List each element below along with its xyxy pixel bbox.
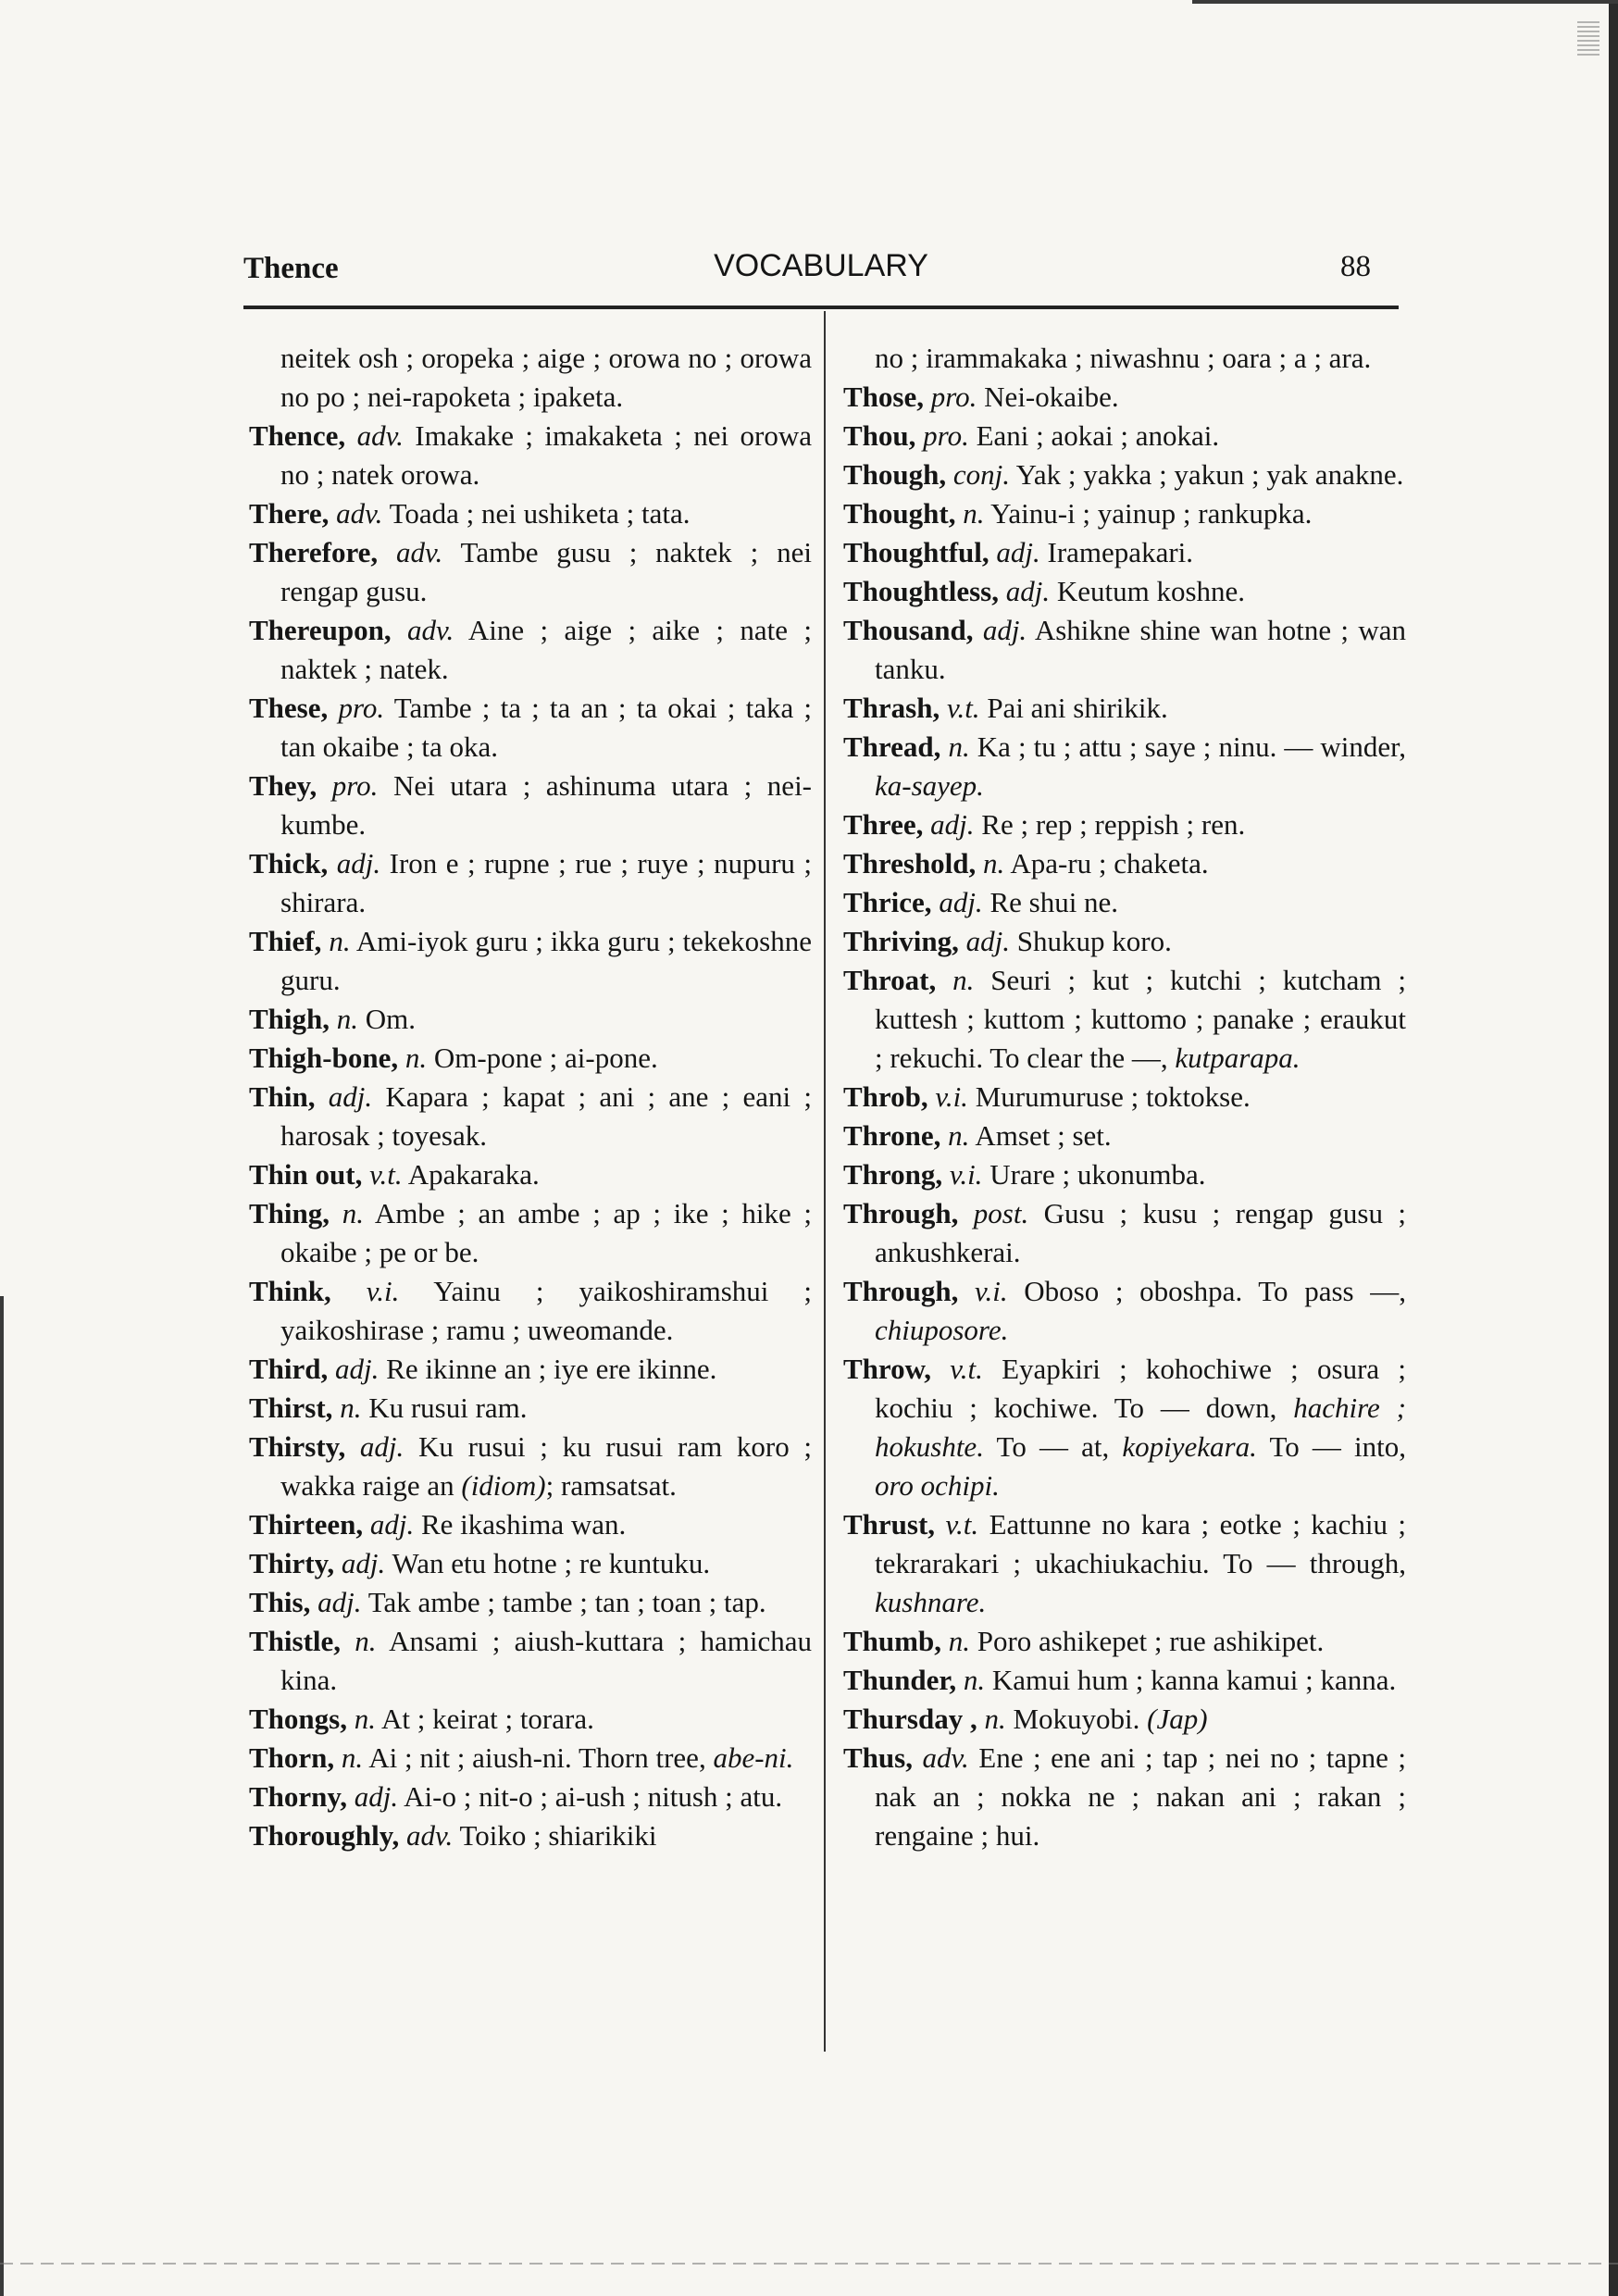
page-title: VOCABULARY — [714, 248, 928, 283]
headword: Thirteen, — [249, 1508, 364, 1541]
part-of-speech: adj. — [354, 1780, 399, 1813]
definition-text: Ami-iyok guru ; ikka guru ; tekekoshne guru. — [280, 925, 813, 996]
definition-text: Amset ; set. — [975, 1119, 1112, 1152]
headword: Thigh, — [249, 1003, 330, 1035]
part-of-speech: adj. — [369, 1508, 415, 1541]
definition-text: Re shui ne. — [989, 886, 1119, 918]
headword: Think, — [249, 1275, 331, 1307]
definition-text: Om-pone ; ai-pone. — [433, 1042, 658, 1074]
definition-text: Eani ; aokai ; anokai. — [976, 419, 1220, 452]
headword: Thirsty, — [249, 1430, 346, 1463]
definition-text: Ka ; tu ; attu ; saye ; ninu. — winder, — [977, 730, 1407, 763]
part-of-speech: n. — [329, 925, 351, 957]
part-of-speech: n. — [984, 1703, 1006, 1735]
part-of-speech: n. — [342, 1197, 364, 1229]
dictionary-entry — [843, 961, 1406, 1078]
dictionary-entry — [249, 1350, 812, 1389]
part-of-speech: n. — [340, 1391, 362, 1424]
definition-text: Ai ; nit ; aiush-ni. Thorn tree, — [368, 1741, 706, 1774]
definition-text: At ; keirat ; torara. — [381, 1703, 594, 1735]
dictionary-entry — [843, 1194, 1406, 1272]
italic-gloss: kopiyekara. — [1122, 1430, 1257, 1463]
column-divider — [824, 311, 826, 2052]
part-of-speech: n. — [952, 964, 975, 996]
headword: These, — [249, 692, 329, 724]
headword: Thirty, — [249, 1547, 335, 1579]
definition-text: To — at, — [983, 1430, 1110, 1463]
dictionary-entry — [843, 728, 1406, 805]
definition-text: Ku rusui ram. — [368, 1391, 528, 1424]
part-of-speech: adj. — [996, 536, 1040, 568]
headword: Thick, — [249, 847, 329, 880]
definition-text: neitek osh ; oropeka ; aige ; orowa no ; orowa no po ; nei-rapoketa ; ipaketa. — [280, 342, 812, 413]
dictionary-entry — [249, 1778, 812, 1816]
definition-text: Kapara ; kapat ; ani ; ane ; eani ; harosak ; toyesak. — [280, 1080, 812, 1152]
headword: Thief, — [249, 925, 322, 957]
part-of-speech: n. — [354, 1703, 376, 1735]
headword: Thistle, — [249, 1625, 342, 1657]
part-of-speech: adj. — [335, 1353, 380, 1385]
part-of-speech: adj. — [939, 886, 983, 918]
dictionary-entry — [843, 689, 1406, 728]
dictionary-entry — [249, 494, 812, 533]
definition-text: Yak ; yakka ; yakun ; yak anakne. — [1015, 458, 1404, 491]
italic-gloss: (Jap) — [1147, 1703, 1208, 1735]
dictionary-entry — [843, 1739, 1406, 1855]
part-of-speech: v.i. — [949, 1158, 983, 1191]
dictionary-entry — [249, 1428, 812, 1505]
dictionary-entry — [843, 1272, 1406, 1350]
dictionary-entry — [249, 767, 812, 844]
dictionary-entry — [249, 417, 812, 494]
headword: Thrust, — [843, 1508, 936, 1541]
part-of-speech: pro. — [930, 381, 977, 413]
definition-text: Tambe gusu ; naktek ; nei rengap gusu. — [280, 536, 812, 607]
dictionary-entry — [843, 883, 1406, 922]
headword: Threshold, — [843, 847, 977, 880]
definition-text: Ansami ; aiush-kuttara ; hamichau kina. — [280, 1625, 812, 1696]
part-of-speech: adv. — [922, 1741, 969, 1774]
headword: Through, — [843, 1275, 959, 1307]
dictionary-entry — [249, 1700, 812, 1739]
part-of-speech: adj. — [317, 1586, 362, 1618]
dictionary-entry — [843, 1622, 1406, 1661]
headword: Thorn, — [249, 1741, 335, 1774]
headword: Throw, — [843, 1353, 932, 1385]
part-of-speech: n. — [336, 1003, 359, 1035]
dictionary-entry — [249, 533, 812, 611]
part-of-speech: v.t. — [950, 1353, 983, 1385]
definition-text: Toada ; nei ushiketa ; tata. — [389, 497, 691, 530]
definition-text: Ai-o ; nit-o ; ai-ush ; nitush ; atu. — [404, 1780, 783, 1813]
part-of-speech: n. — [963, 1664, 986, 1696]
headword: Thoroughly, — [249, 1819, 400, 1852]
part-of-speech: adj. — [930, 808, 975, 841]
definition-text: Iron e ; rupne ; rue ; ruye ; nupuru ; shirara. — [280, 847, 812, 918]
part-of-speech: n. — [983, 847, 1005, 880]
headword: Thus, — [843, 1741, 913, 1774]
dictionary-entry — [249, 1078, 812, 1155]
headword: Thing, — [249, 1197, 330, 1229]
definition-text: Poro ashikepet ; rue ashikipet. — [977, 1625, 1325, 1657]
dictionary-entry — [843, 1661, 1406, 1700]
definition-text: Tak ambe ; tambe ; tan ; toan ; tap. — [367, 1586, 766, 1618]
headword: Those, — [843, 381, 924, 413]
dictionary-entry — [843, 494, 1406, 533]
dictionary-entry — [249, 611, 812, 689]
part-of-speech: v.i. — [366, 1275, 400, 1307]
dictionary-entry — [843, 1117, 1406, 1155]
scan-bottom-line — [0, 2263, 1618, 2265]
dictionary-entry — [249, 689, 812, 767]
definition-text: Iramepakari. — [1047, 536, 1194, 568]
part-of-speech: adj. — [1005, 575, 1051, 607]
definition-text: Keutum koshne. — [1056, 575, 1246, 607]
dictionary-entry — [249, 844, 812, 922]
part-of-speech: adj. — [336, 847, 381, 880]
part-of-speech: pro. — [331, 769, 379, 802]
dictionary-entry — [843, 378, 1406, 417]
italic-gloss: abe-ni. — [713, 1741, 794, 1774]
headword: There, — [249, 497, 330, 530]
italic-gloss: ka-sayep. — [875, 769, 984, 802]
headword: Through, — [843, 1197, 959, 1229]
part-of-speech: n. — [341, 1741, 364, 1774]
headword: Thoughtful, — [843, 536, 989, 568]
headword: Thirst, — [249, 1391, 333, 1424]
definition-text: Pai ani shirikik. — [987, 692, 1168, 724]
part-of-speech: n. — [963, 497, 985, 530]
part-of-speech: v.i. — [935, 1080, 968, 1113]
headword: Thursday , — [843, 1703, 977, 1735]
part-of-speech: n. — [948, 1119, 970, 1152]
left-column — [249, 339, 812, 1855]
dictionary-entry — [843, 533, 1406, 572]
definition-text: Nei-okaibe. — [984, 381, 1119, 413]
page-number: 88 — [1340, 250, 1371, 283]
part-of-speech: adj. — [359, 1430, 404, 1463]
definition-text: Ambe ; an ambe ; ap ; ike ; hike ; okaibe ; pe or be. — [280, 1197, 813, 1268]
dictionary-entry — [843, 844, 1406, 883]
dictionary-entry — [843, 1078, 1406, 1117]
part-of-speech: adj. — [341, 1547, 386, 1579]
definition-text: Tambe ; ta ; ta an ; ta okai ; taka ; tan okaibe ; ta oka. — [280, 692, 812, 763]
dictionary-entry — [249, 1816, 812, 1855]
headword: Thin, — [249, 1080, 316, 1113]
part-of-speech: n. — [355, 1625, 377, 1657]
dictionary-entry — [249, 1039, 812, 1078]
part-of-speech: adj. — [965, 925, 1011, 957]
part-of-speech: adv. — [336, 497, 383, 530]
headword: Thousand, — [843, 614, 974, 646]
scan-edge-top — [1192, 0, 1618, 4]
headword: Thorny, — [249, 1780, 347, 1813]
part-of-speech: conj. — [952, 458, 1011, 491]
italic-gloss: kushnare. — [875, 1586, 987, 1618]
definition-text: Nei utara ; ashinuma utara ; nei-kumbe. — [280, 769, 813, 841]
definition-text: Yainu ; yaikoshiramshui ; yaikoshirase ; ramu ; uweomande. — [280, 1275, 812, 1346]
dictionary-entry — [249, 1622, 812, 1700]
definition-text: Urare ; ukonumba. — [989, 1158, 1206, 1191]
part-of-speech: pro. — [338, 692, 385, 724]
headword: Throat, — [843, 964, 937, 996]
italic-gloss: kutparapa. — [1175, 1042, 1301, 1074]
dictionary-entry — [843, 417, 1406, 455]
running-head — [243, 248, 1399, 304]
definition-text: no ; irammakaka ; niwashnu ; oara ; a ; ara. — [875, 342, 1372, 374]
definition-text: Murumuruse ; toktokse. — [975, 1080, 1251, 1113]
definition-text: Gusu ; kusu ; rengap gusu ; ankushkerai. — [875, 1197, 1407, 1268]
part-of-speech: v.t. — [946, 692, 980, 724]
dictionary-entry — [249, 1194, 812, 1272]
dictionary-entry — [843, 572, 1406, 611]
part-of-speech: n. — [948, 1625, 970, 1657]
dictionary-entry — [843, 805, 1406, 844]
headword: Thriving, — [843, 925, 959, 957]
part-of-speech: adj. — [982, 614, 1027, 646]
italic-gloss: hachire ; hokushte. — [875, 1391, 1406, 1463]
part-of-speech: v.t. — [945, 1508, 979, 1541]
headword: Thrice, — [843, 886, 932, 918]
dictionary-entry — [249, 339, 812, 417]
headword: Thou, — [843, 419, 916, 452]
dictionary-entry — [843, 339, 1406, 378]
italic-gloss: chiuposore. — [875, 1314, 1009, 1346]
definition-text: To — into, — [1256, 1430, 1407, 1463]
part-of-speech: adv. — [396, 536, 443, 568]
dictionary-entry — [249, 1389, 812, 1428]
headword: Therefore, — [249, 536, 379, 568]
part-of-speech: v.t. — [369, 1158, 403, 1191]
dictionary-entry — [249, 1272, 812, 1350]
part-of-speech: adv. — [356, 419, 404, 452]
definition-text: Eattunne no kara ; eotke ; kachiu ; tekrarakari ; ukachiukachiu. To — through, — [875, 1508, 1407, 1579]
italic-gloss: oro ochipi. — [875, 1469, 1000, 1502]
dictionary-entry — [843, 611, 1406, 689]
headword: Three, — [843, 808, 924, 841]
dictionary-entry — [249, 1544, 812, 1583]
definition-text: Re ikinne an ; iye ere ikinne. — [386, 1353, 717, 1385]
part-of-speech: v.i. — [975, 1275, 1008, 1307]
definition-text: Om. — [365, 1003, 417, 1035]
headword: They, — [249, 769, 317, 802]
dictionary-page — [243, 248, 1407, 2100]
headword: Thread, — [843, 730, 941, 763]
dictionary-entry — [843, 1155, 1406, 1194]
headword: Thigh-bone, — [249, 1042, 399, 1074]
dictionary-entry — [249, 1505, 812, 1544]
headword: Thumb, — [843, 1625, 941, 1657]
headword: Throne, — [843, 1119, 941, 1152]
definition-text: Shukup koro. — [1016, 925, 1172, 957]
dictionary-entry — [249, 1739, 812, 1778]
headword: Throng, — [843, 1158, 943, 1191]
italic-gloss: (idiom) — [461, 1469, 546, 1502]
part-of-speech: n. — [948, 730, 970, 763]
definition-text: Ashikne shine wan hotne ; wan tanku. — [875, 614, 1407, 685]
headword: Thoughtless, — [843, 575, 999, 607]
headword: Throb, — [843, 1080, 928, 1113]
dictionary-entry — [249, 922, 812, 1000]
dictionary-entry — [843, 455, 1406, 494]
definition-text: Oboso ; oboshpa. To pass —, — [1024, 1275, 1406, 1307]
definition-text: Kamui hum ; kanna kamui ; kanna. — [991, 1664, 1397, 1696]
part-of-speech: post. — [973, 1197, 1029, 1229]
definition-text: Apa-ru ; chaketa. — [1010, 847, 1209, 880]
part-of-speech: adv. — [406, 1819, 454, 1852]
definition-text: Apakaraka. — [407, 1158, 540, 1191]
headword: Thought, — [843, 497, 956, 530]
definition-text: Wan etu hotne ; re kuntuku. — [392, 1547, 711, 1579]
dictionary-entry — [843, 1505, 1406, 1622]
dictionary-entry — [249, 1000, 812, 1039]
headword: Thrash, — [843, 692, 940, 724]
definition-text: ; ramsatsat. — [545, 1469, 677, 1502]
part-of-speech: adv. — [406, 614, 454, 646]
headword: Thence, — [249, 419, 346, 452]
definition-text: Re ikashima wan. — [421, 1508, 627, 1541]
definition-text: Mokuyobi. — [1013, 1703, 1140, 1735]
headword: Third, — [249, 1353, 329, 1385]
guide-word: Thence — [243, 252, 339, 285]
part-of-speech: adj. — [328, 1080, 373, 1113]
right-column — [843, 339, 1406, 1855]
scan-edge-left — [0, 1296, 4, 2296]
dictionary-entry — [249, 1155, 812, 1194]
headword: Though, — [843, 458, 947, 491]
definition-text: Eyapkiri ; kohochiwe ; osura ; kochiu ; kochiwe. To — down, — [875, 1353, 1407, 1424]
dictionary-entry — [843, 1700, 1406, 1739]
definition-text: Yainu-i ; yainup ; rankupka. — [990, 497, 1313, 530]
part-of-speech: n. — [404, 1042, 428, 1074]
headword: Thongs, — [249, 1703, 347, 1735]
header-rule — [243, 306, 1399, 309]
definition-text: Seuri ; kut ; kutchi ; kutcham ; kuttesh ; kuttom ; kuttomo ; panake ; eraukut ; rekuchi. To clear the —, — [875, 964, 1407, 1074]
definition-text: Aine ; aige ; aike ; nate ; naktek ; natek. — [280, 614, 813, 685]
dictionary-entry — [843, 922, 1406, 961]
headword: Thunder, — [843, 1664, 957, 1696]
part-of-speech: pro. — [923, 419, 969, 452]
headword: Thin out, — [249, 1158, 363, 1191]
dictionary-entry — [843, 1350, 1406, 1505]
definition-text: Toiko ; shiarikiki — [459, 1819, 657, 1852]
scan-speck — [1577, 19, 1599, 56]
dictionary-entry — [249, 1583, 812, 1622]
headword: This, — [249, 1586, 311, 1618]
definition-text: Imakake ; imakaketa ; nei orowa no ; natek orowa. — [280, 419, 812, 491]
definition-text: Ene ; ene ani ; tap ; nei no ; tapne ; nak an ; nokka ne ; nakan ani ; rakan ; rengaine ; hui. — [875, 1741, 1407, 1852]
scan-edge-right — [1609, 0, 1618, 2296]
headword: Thereupon, — [249, 614, 392, 646]
definition-text: Ku rusui ; ku rusui ram koro ; wakka raige an — [280, 1430, 813, 1502]
definition-text: Re ; rep ; reppish ; ren. — [981, 808, 1246, 841]
